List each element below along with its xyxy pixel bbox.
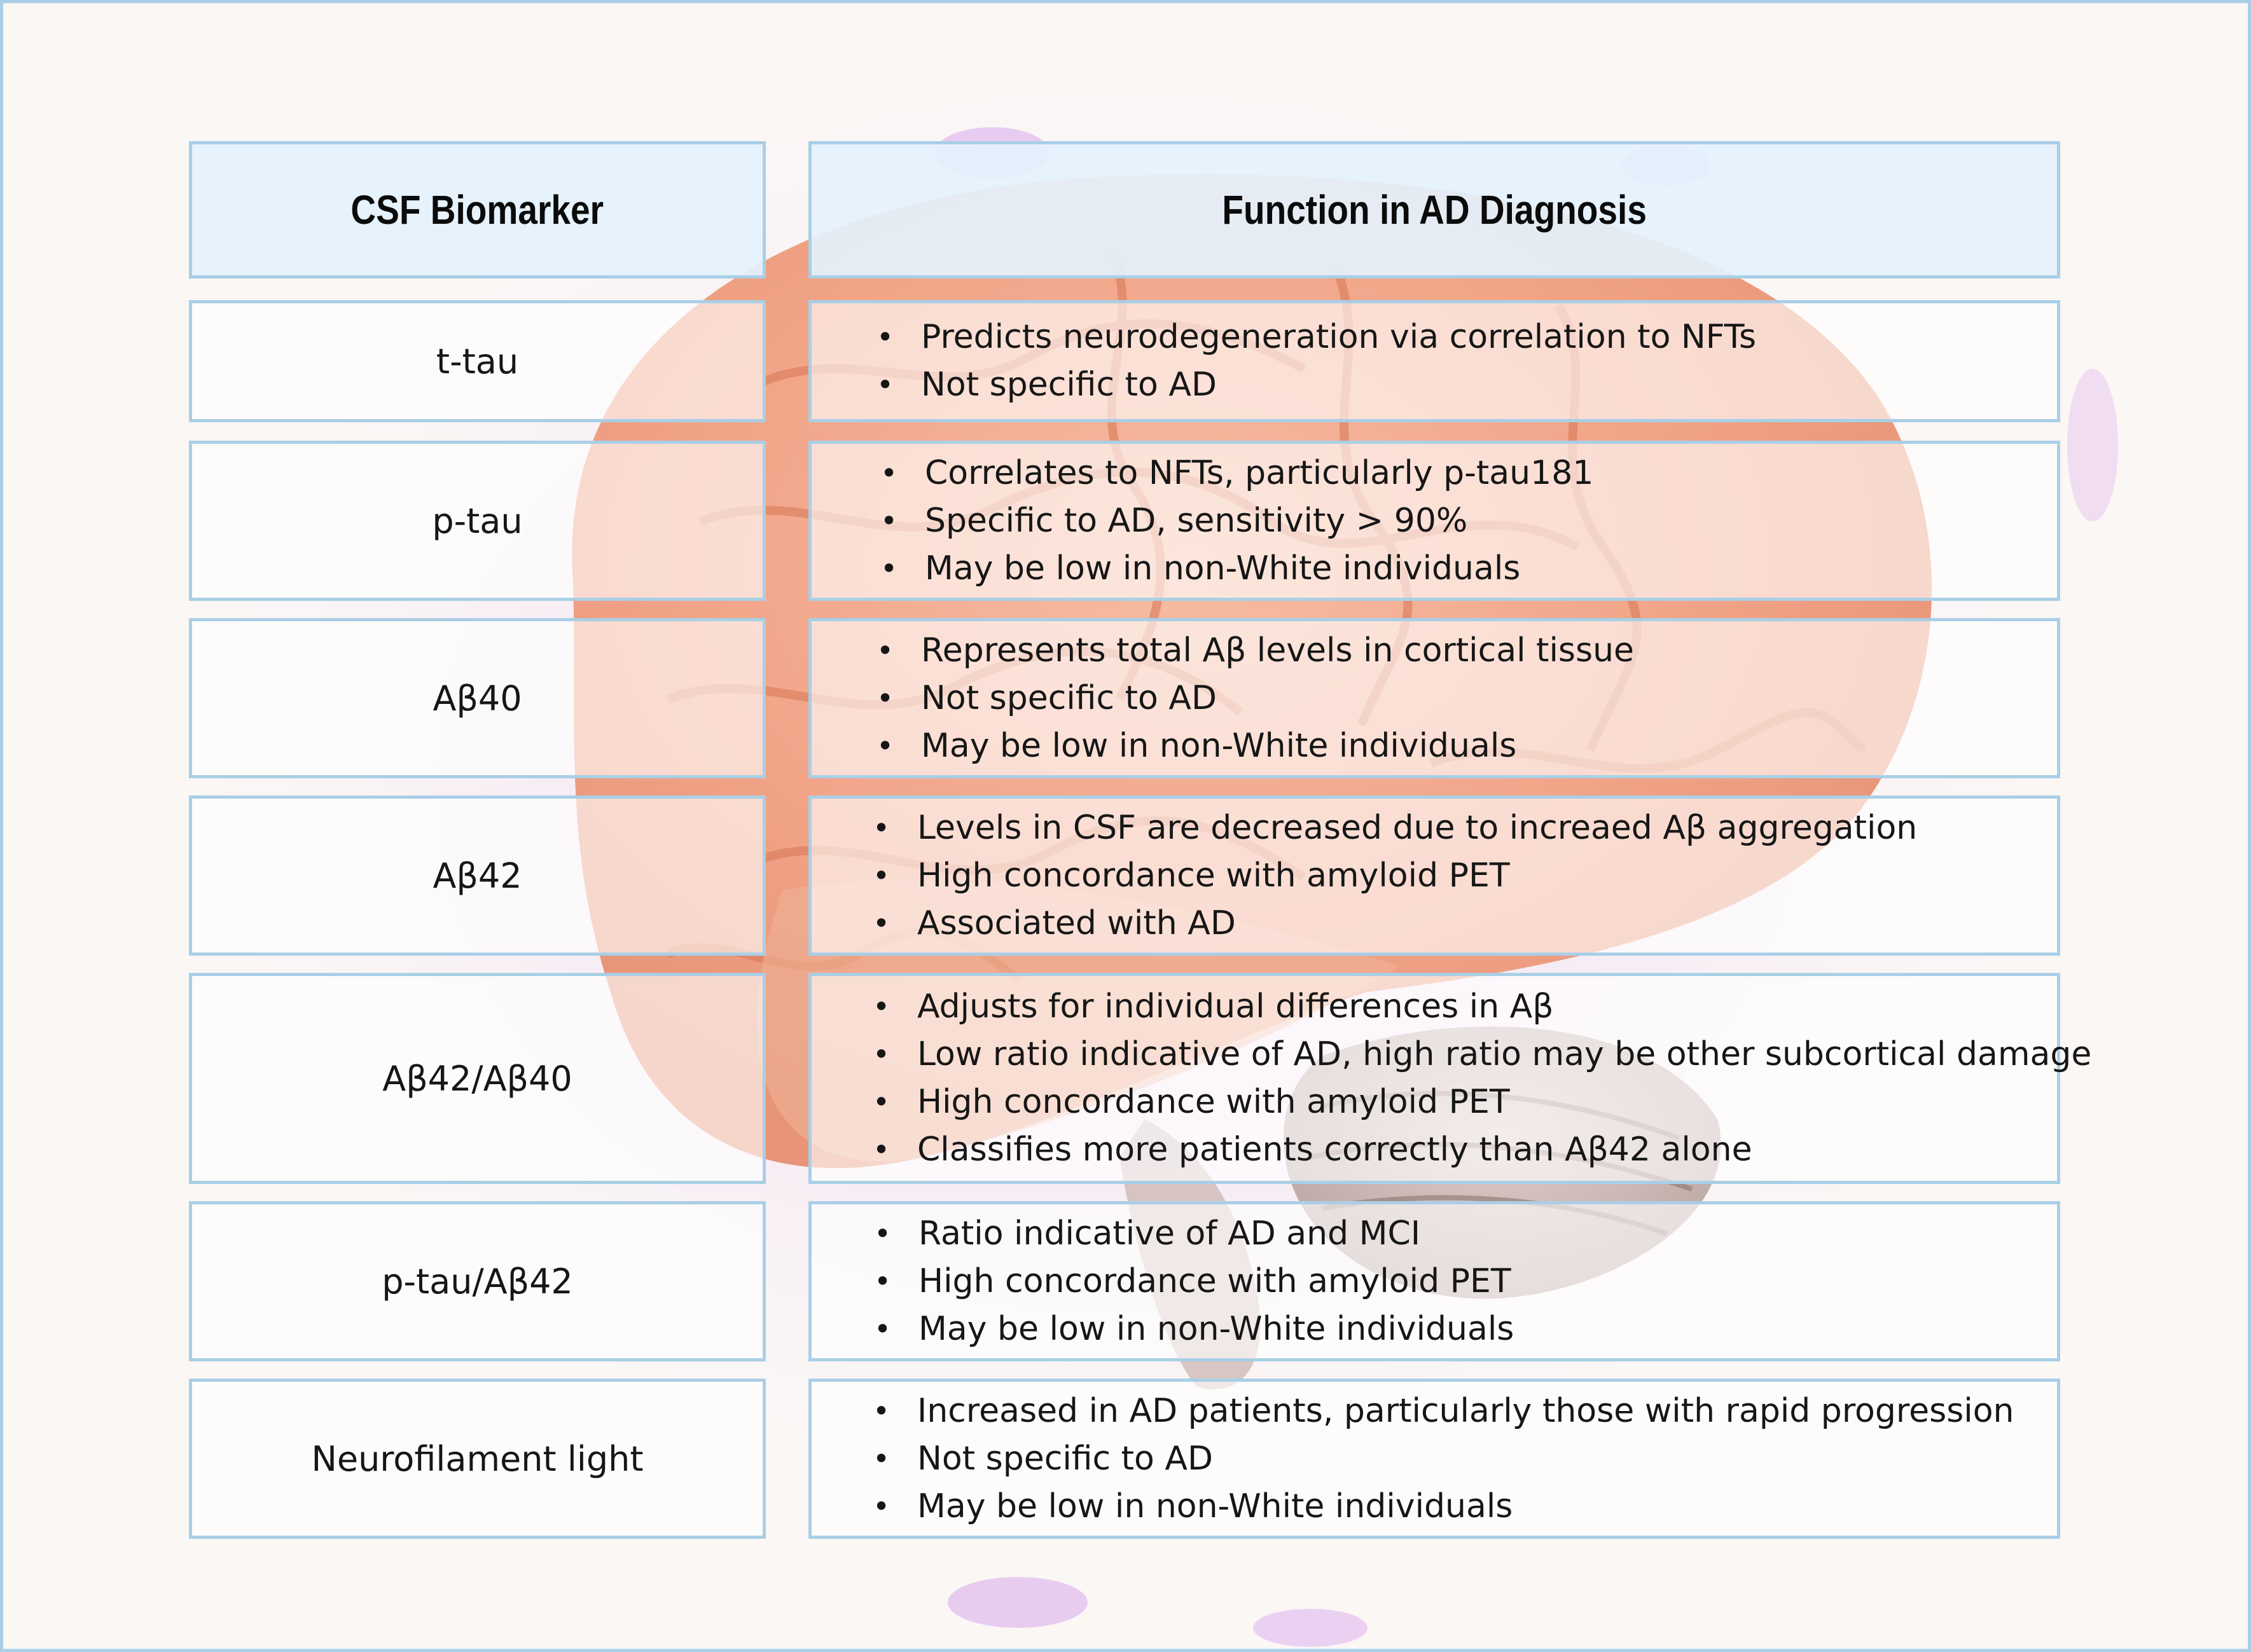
biomarker-label: p-tau/Aβ42 [382, 1261, 573, 1302]
biomarker-label: Aβ42/Aβ40 [382, 1058, 572, 1099]
biomarker-label: t-tau [436, 341, 519, 382]
list-item: • Adjusts for individual differences in Aβ [873, 988, 1554, 1026]
biomarker-cell-abeta42-abeta40 [189, 973, 766, 1184]
list-item: • High concordance with amyloid PET [874, 1262, 1511, 1300]
list-item: • Correlates to NFTs, particularly p-tau181 [880, 453, 1594, 492]
list-item: • May be low in non-White individuals [873, 1487, 1513, 1525]
header-function-cell [808, 141, 2060, 279]
function-cell-t-tau [808, 300, 2060, 422]
biomarker-cell-abeta42 [189, 795, 766, 956]
header-biomarker-label: CSF Biomarker [350, 187, 604, 233]
list-item: • Predicts neurodegeneration via correlation to NFTs [876, 318, 1757, 356]
list-item: • Specific to AD, sensitivity > 90% [880, 501, 1468, 540]
function-cell-neurofilament-light [808, 1379, 2060, 1539]
header-biomarker-cell [189, 141, 766, 279]
list-item: • Not specific to AD [876, 678, 1217, 717]
list-item: • Levels in CSF are decreased due to increaed Aβ aggregation [873, 808, 1918, 847]
biomarker-label: p-tau [432, 500, 523, 541]
biomarker-cell-abeta40 [189, 618, 766, 778]
function-list [874, 1210, 1514, 1353]
list-item: • Ratio indicative of AD and MCI [874, 1214, 1421, 1253]
function-list [880, 450, 1594, 593]
function-cell-abeta42 [808, 795, 2060, 956]
function-cell-p-tau [808, 441, 2060, 601]
function-cell-abeta42-abeta40 [808, 973, 2092, 1184]
biomarker-cell-p-tau [189, 441, 766, 601]
list-item: • Low ratio indicative of AD, high ratio may be other subcortical damage [873, 1035, 2092, 1073]
biomarker-cell-t-tau [189, 300, 766, 422]
function-list [873, 983, 2092, 1174]
biomarker-cell-p-tau-abeta42 [189, 1201, 766, 1361]
list-item: • Classifies more patients correctly than Aβ42 alone [873, 1131, 1752, 1169]
function-list [876, 627, 1635, 770]
list-item: • Not specific to AD [873, 1439, 1213, 1478]
function-cell-abeta40 [808, 618, 2060, 778]
function-list [876, 313, 1757, 409]
list-item: • May be low in non-White individuals [876, 726, 1517, 765]
function-list [873, 804, 1918, 947]
biomarker-label: Aβ42 [433, 855, 522, 896]
list-item: • Increased in AD patients, particularly those with rapid progression [873, 1391, 2014, 1430]
biomarker-label: Neurofilament light [311, 1438, 644, 1479]
biomarker-label: Aβ40 [433, 678, 522, 719]
header-function-label: Function in AD Diagnosis [1222, 187, 1647, 233]
list-item: • High concordance with amyloid PET [873, 1083, 1510, 1121]
list-item: • Represents total Aβ levels in cortical tissue [876, 631, 1635, 670]
function-list [873, 1387, 2014, 1531]
function-cell-p-tau-abeta42 [808, 1201, 2060, 1361]
list-item: • Associated with AD [873, 904, 1236, 942]
list-item: • High concordance with amyloid PET [873, 856, 1510, 895]
list-item: • May be low in non-White individuals [874, 1309, 1514, 1348]
list-item: • Not specific to AD [876, 366, 1217, 404]
list-item: • May be low in non-White individuals [880, 549, 1521, 588]
biomarker-cell-neurofilament-light [189, 1379, 766, 1539]
